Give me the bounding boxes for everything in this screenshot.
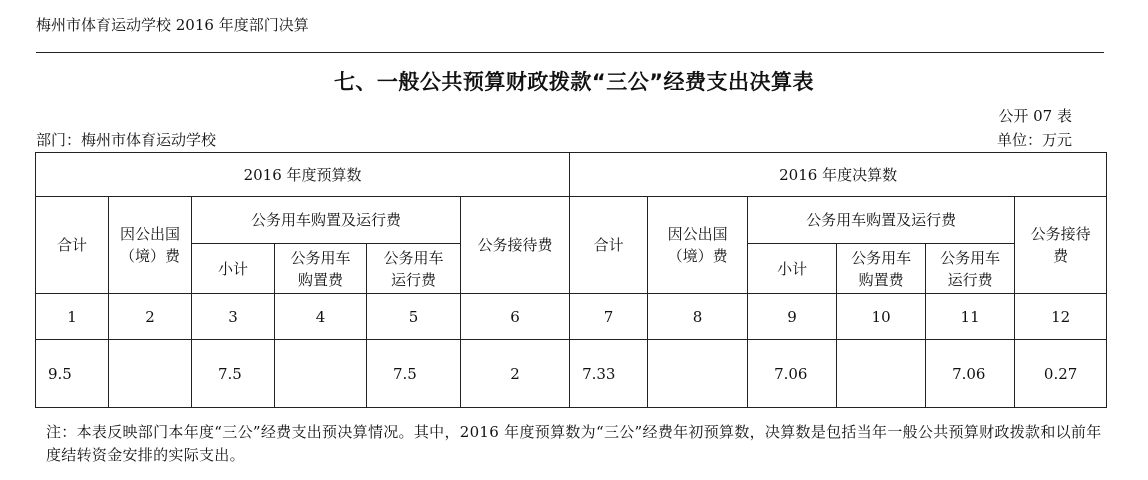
budget-vehicle-purchase-value (275, 340, 367, 408)
budget-subtotal-header: 小计 (192, 244, 275, 294)
budget-vehicle-purchase-header: 公务用车购置费 (275, 244, 367, 294)
index-cell: 12 (1015, 294, 1107, 340)
index-cell: 7 (570, 294, 648, 340)
final-total-header: 合计 (570, 197, 648, 294)
report-header-title: 梅州市体育运动学校 2016 年度部门决算 (36, 16, 309, 34)
index-row (36, 294, 1107, 340)
index-cell: 10 (837, 294, 926, 340)
column-header-row-1 (36, 197, 1107, 244)
document-title: 七、一般公共预算财政拨款“三公”经费支出决算表 (333, 70, 815, 94)
budget-total-value: 9.5 (36, 340, 109, 408)
index-cell: 8 (648, 294, 748, 340)
budget-vehicle-subtotal-value: 7.5 (192, 340, 275, 408)
budget-vehicle-operation-header: 公务用车运行费 (367, 244, 461, 294)
index-cell: 1 (36, 294, 109, 340)
final-subtotal-header: 小计 (748, 244, 837, 294)
budget-reception-header: 公务接待费 (461, 197, 570, 294)
index-cell: 9 (748, 294, 837, 340)
final-reception-value: 0.27 (1015, 340, 1107, 408)
final-vehicle-operation-value: 7.06 (926, 340, 1015, 408)
final-vehicle-purchase-header: 公务用车购置费 (837, 244, 926, 294)
three-public-expenses-table (35, 152, 1107, 408)
footnote: 注：本表反映部门本年度“三公”经费支出预决算情况。其中，2016 年度预算数为“三公”经费年初预算数，决算数是包括当年一般公共预算财政拨款和以前年度结转资金安排的实际支出。 (46, 423, 1102, 464)
budget-vehicle-operation-value: 7.5 (367, 340, 461, 408)
final-total-value: 7.33 (570, 340, 648, 408)
budget-abroad-header: 因公出国（境）费 (109, 197, 192, 294)
final-reception-header: 公务接待费 (1015, 197, 1107, 294)
final-vehicle-header: 公务用车购置及运行费 (748, 197, 1015, 244)
budget-abroad-value (109, 340, 192, 408)
header-divider (36, 52, 1104, 53)
group-header-row (36, 153, 1107, 197)
department-label: 部门：梅州市体育运动学校 (36, 131, 217, 149)
budget-group-header: 2016 年度预算数 (36, 153, 570, 197)
final-vehicle-subtotal-value: 7.06 (748, 340, 837, 408)
value-row (36, 340, 1107, 408)
budget-vehicle-header: 公务用车购置及运行费 (192, 197, 461, 244)
final-group-header: 2016 年度决算数 (570, 153, 1107, 197)
final-vehicle-operation-header: 公务用车运行费 (926, 244, 1015, 294)
index-cell: 5 (367, 294, 461, 340)
budget-reception-value: 2 (461, 340, 570, 408)
final-abroad-header: 因公出国（境）费 (648, 197, 748, 294)
index-cell: 6 (461, 294, 570, 340)
final-vehicle-purchase-value (837, 340, 926, 408)
budget-total-header: 合计 (36, 197, 109, 294)
index-cell: 2 (109, 294, 192, 340)
index-cell: 11 (926, 294, 1015, 340)
index-cell: 3 (192, 294, 275, 340)
table-number: 公开 07 表 (998, 107, 1072, 125)
unit-label: 单位：万元 (996, 131, 1072, 149)
final-abroad-value (648, 340, 748, 408)
index-cell: 4 (275, 294, 367, 340)
